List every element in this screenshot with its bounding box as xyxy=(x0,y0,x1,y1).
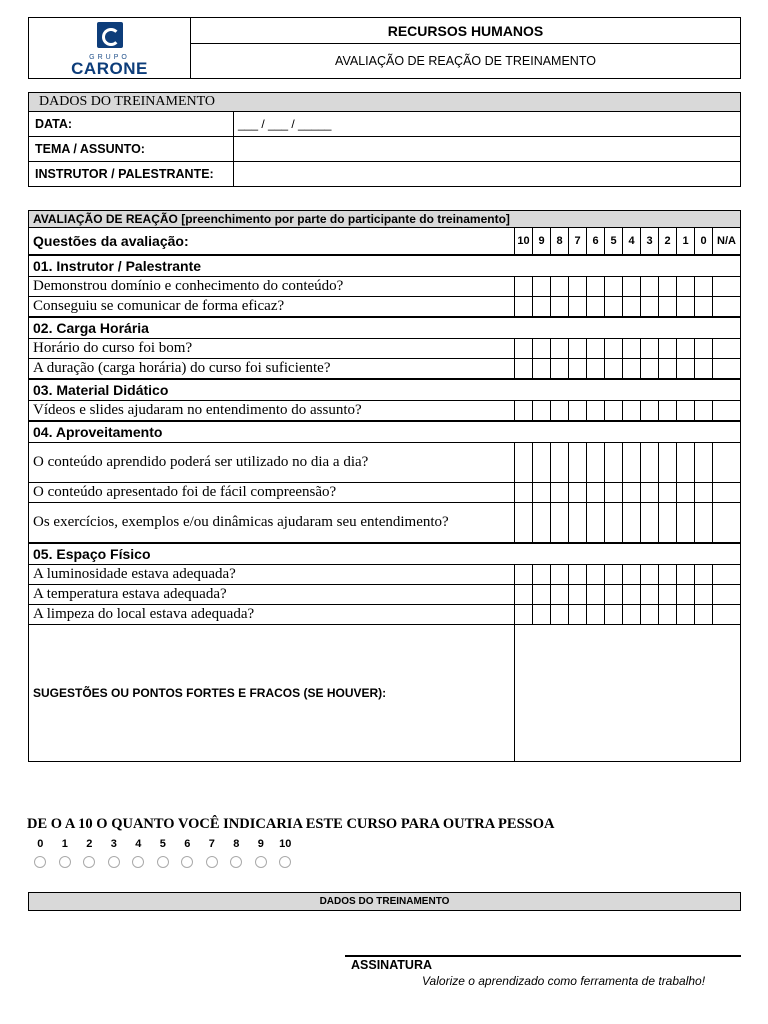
score-cell[interactable] xyxy=(587,585,605,605)
score-cell[interactable] xyxy=(677,359,695,380)
question-text: O conteúdo apresentado foi de fácil compreensão? xyxy=(29,483,515,503)
training-data-table xyxy=(28,92,741,187)
evaluation-banner: AVALIAÇÃO DE REAÇÃO [preenchimento por parte do participante do treinamento] xyxy=(29,211,741,228)
score-cell[interactable] xyxy=(623,297,641,318)
score-header: 2 xyxy=(659,228,677,256)
score-cell[interactable] xyxy=(677,605,695,625)
score-cell[interactable] xyxy=(569,443,587,483)
score-header: 5 xyxy=(605,228,623,256)
score-cell[interactable] xyxy=(641,503,659,544)
score-cell[interactable] xyxy=(605,483,623,503)
score-cell[interactable] xyxy=(677,277,695,297)
option-number: 7 xyxy=(208,838,215,850)
score-cell[interactable] xyxy=(551,565,569,585)
score-cell[interactable] xyxy=(605,585,623,605)
score-cell[interactable] xyxy=(677,443,695,483)
option-number: 8 xyxy=(233,838,240,850)
score-cell[interactable] xyxy=(587,359,605,380)
score-cell[interactable] xyxy=(551,401,569,422)
questions-label: Questões da avaliação: xyxy=(29,228,515,256)
option-number: 5 xyxy=(159,838,166,850)
question-row xyxy=(29,483,741,503)
question-text: O conteúdo aprendido poderá ser utilizado no dia a dia? xyxy=(29,443,515,483)
question-row xyxy=(29,359,741,380)
score-cell[interactable] xyxy=(641,297,659,318)
score-cell[interactable] xyxy=(533,443,551,483)
option-number: 9 xyxy=(257,838,264,850)
question-text: A duração (carga horária) do curso foi suficiente? xyxy=(29,359,515,380)
score-cell[interactable] xyxy=(713,339,741,359)
date-label: DATA: xyxy=(29,112,234,137)
score-cell[interactable] xyxy=(569,339,587,359)
recommendation-option[interactable] xyxy=(151,837,176,868)
score-cell[interactable] xyxy=(623,339,641,359)
company-logo xyxy=(29,18,191,79)
question-text: A limpeza do local estava adequada? xyxy=(29,605,515,625)
score-cell[interactable] xyxy=(533,503,551,544)
score-cell[interactable] xyxy=(515,359,533,380)
question-row xyxy=(29,585,741,605)
score-cell[interactable] xyxy=(587,339,605,359)
score-header: N/A xyxy=(713,228,741,256)
suggestions-field[interactable] xyxy=(515,625,741,762)
question-text: Conseguiu se comunicar de forma eficaz? xyxy=(29,297,515,318)
score-cell[interactable] xyxy=(533,401,551,422)
score-cell[interactable] xyxy=(515,565,533,585)
section-row xyxy=(29,255,741,277)
score-cell[interactable] xyxy=(677,297,695,318)
score-cell[interactable] xyxy=(659,359,677,380)
score-cell[interactable] xyxy=(713,277,741,297)
score-cell[interactable] xyxy=(551,503,569,544)
score-cell[interactable] xyxy=(641,443,659,483)
score-cell[interactable] xyxy=(533,565,551,585)
score-cell[interactable] xyxy=(605,359,623,380)
option-number: 6 xyxy=(184,838,191,850)
score-cell[interactable] xyxy=(641,565,659,585)
instructor-label: INSTRUTOR / PALESTRANTE: xyxy=(29,162,234,187)
score-cell[interactable] xyxy=(623,443,641,483)
score-cell[interactable] xyxy=(515,339,533,359)
score-cell[interactable] xyxy=(605,565,623,585)
score-cell[interactable] xyxy=(713,605,741,625)
score-cell[interactable] xyxy=(713,359,741,380)
score-cell[interactable] xyxy=(695,401,713,422)
score-cell[interactable] xyxy=(641,339,659,359)
score-cell[interactable] xyxy=(659,339,677,359)
score-cell[interactable] xyxy=(659,297,677,318)
evaluation-table xyxy=(28,210,741,762)
score-cell[interactable] xyxy=(515,277,533,297)
score-cell[interactable] xyxy=(659,585,677,605)
score-cell[interactable] xyxy=(605,339,623,359)
recommendation-option[interactable] xyxy=(126,837,151,868)
score-cell[interactable] xyxy=(659,443,677,483)
score-cell[interactable] xyxy=(659,401,677,422)
score-cell[interactable] xyxy=(605,401,623,422)
radio-circle-icon[interactable] xyxy=(206,856,218,868)
radio-circle-icon[interactable] xyxy=(157,856,169,868)
score-cell[interactable] xyxy=(533,339,551,359)
section-title: 05. Espaço Físico xyxy=(29,543,741,565)
question-text: Demonstrou domínio e conhecimento do conteúdo? xyxy=(29,277,515,297)
score-cell[interactable] xyxy=(515,585,533,605)
score-cell[interactable] xyxy=(533,359,551,380)
score-cell[interactable] xyxy=(551,483,569,503)
score-cell[interactable] xyxy=(713,565,741,585)
score-cell[interactable] xyxy=(659,483,677,503)
signature-line xyxy=(345,955,741,957)
score-cell[interactable] xyxy=(713,503,741,544)
score-cell[interactable] xyxy=(623,605,641,625)
score-cell[interactable] xyxy=(641,277,659,297)
score-cell[interactable] xyxy=(587,483,605,503)
radio-circle-icon[interactable] xyxy=(255,856,267,868)
signature-label: ASSINATURA xyxy=(351,958,433,972)
instructor-field[interactable] xyxy=(234,162,741,187)
score-cell[interactable] xyxy=(569,359,587,380)
form-header xyxy=(28,17,741,79)
score-cell[interactable] xyxy=(533,297,551,318)
score-cell[interactable] xyxy=(605,297,623,318)
score-cell[interactable] xyxy=(677,585,695,605)
question-text: Horário do curso foi bom? xyxy=(29,339,515,359)
score-cell[interactable] xyxy=(551,277,569,297)
score-header: 9 xyxy=(533,228,551,256)
question-row xyxy=(29,565,741,585)
score-cell[interactable] xyxy=(569,277,587,297)
recommendation-option[interactable] xyxy=(28,837,53,868)
recommendation-option[interactable] xyxy=(102,837,127,868)
score-cell[interactable] xyxy=(623,565,641,585)
option-number: 3 xyxy=(110,838,117,850)
score-cell[interactable] xyxy=(587,605,605,625)
score-header: 8 xyxy=(551,228,569,256)
radio-circle-icon[interactable] xyxy=(230,856,242,868)
suggestions-row xyxy=(29,625,741,762)
option-number: 4 xyxy=(135,838,142,850)
score-cell[interactable] xyxy=(605,277,623,297)
score-cell[interactable] xyxy=(569,483,587,503)
radio-circle-icon[interactable] xyxy=(34,856,46,868)
score-cell[interactable] xyxy=(695,443,713,483)
score-cell[interactable] xyxy=(623,503,641,544)
score-cell[interactable] xyxy=(569,401,587,422)
score-cell[interactable] xyxy=(587,401,605,422)
score-cell[interactable] xyxy=(695,503,713,544)
score-cell[interactable] xyxy=(569,297,587,318)
score-cell[interactable] xyxy=(713,585,741,605)
question-text: Os exercícios, exemplos e/ou dinâmicas ajudaram seu entendimento? xyxy=(29,503,515,544)
question-text: A temperatura estava adequada? xyxy=(29,585,515,605)
score-cell[interactable] xyxy=(569,565,587,585)
section-row xyxy=(29,543,741,565)
recommendation-option[interactable] xyxy=(224,837,249,868)
option-number: 10 xyxy=(279,838,292,850)
score-cell[interactable] xyxy=(623,483,641,503)
score-header: 4 xyxy=(623,228,641,256)
radio-circle-icon[interactable] xyxy=(279,856,291,868)
score-cell[interactable] xyxy=(677,339,695,359)
score-cell[interactable] xyxy=(569,503,587,544)
score-cell[interactable] xyxy=(515,443,533,483)
recommendation-option[interactable] xyxy=(53,837,78,868)
score-header: 1 xyxy=(677,228,695,256)
recommendation-option[interactable] xyxy=(273,837,298,868)
score-cell[interactable] xyxy=(641,359,659,380)
recommendation-option[interactable] xyxy=(175,837,200,868)
question-row xyxy=(29,503,741,544)
radio-circle-icon[interactable] xyxy=(181,856,193,868)
score-cell[interactable] xyxy=(695,605,713,625)
score-cell[interactable] xyxy=(713,297,741,318)
logo-grupo-text: GRUPO xyxy=(89,54,130,61)
score-cell[interactable] xyxy=(641,605,659,625)
score-cell[interactable] xyxy=(713,401,741,422)
score-cell[interactable] xyxy=(695,585,713,605)
recommendation-option[interactable] xyxy=(249,837,274,868)
score-cell[interactable] xyxy=(695,483,713,503)
radio-circle-icon[interactable] xyxy=(108,856,120,868)
score-header: 7 xyxy=(569,228,587,256)
score-cell[interactable] xyxy=(587,277,605,297)
score-cell[interactable] xyxy=(587,503,605,544)
recommendation-option[interactable] xyxy=(200,837,225,868)
score-cell[interactable] xyxy=(659,277,677,297)
question-row xyxy=(29,443,741,483)
score-cell[interactable] xyxy=(515,483,533,503)
score-cell[interactable] xyxy=(695,277,713,297)
option-number: 0 xyxy=(37,838,44,850)
question-text: A luminosidade estava adequada? xyxy=(29,565,515,585)
question-row xyxy=(29,605,741,625)
score-cell[interactable] xyxy=(551,359,569,380)
training-data-heading: DADOS DO TREINAMENTO xyxy=(29,93,741,112)
logo-icon xyxy=(97,22,123,48)
score-cell[interactable] xyxy=(569,585,587,605)
score-cell[interactable] xyxy=(713,443,741,483)
radio-circle-icon[interactable] xyxy=(59,856,71,868)
score-cell[interactable] xyxy=(533,277,551,297)
score-header: 6 xyxy=(587,228,605,256)
date-field[interactable]: ___ / ___ / _____ xyxy=(234,112,741,137)
score-cell[interactable] xyxy=(587,443,605,483)
question-row xyxy=(29,297,741,318)
radio-circle-icon[interactable] xyxy=(83,856,95,868)
score-cell[interactable] xyxy=(659,605,677,625)
recommendation-option[interactable] xyxy=(77,837,102,868)
score-cell[interactable] xyxy=(587,297,605,318)
option-number: 1 xyxy=(61,838,68,850)
score-cell[interactable] xyxy=(515,401,533,422)
topic-label: TEMA / ASSUNTO: xyxy=(29,137,234,162)
topic-field[interactable] xyxy=(234,137,741,162)
score-cell[interactable] xyxy=(677,401,695,422)
score-cell[interactable] xyxy=(515,503,533,544)
score-cell[interactable] xyxy=(623,359,641,380)
recommendation-scale xyxy=(28,837,298,868)
score-cell[interactable] xyxy=(551,443,569,483)
score-cell[interactable] xyxy=(623,277,641,297)
score-cell[interactable] xyxy=(677,503,695,544)
question-row xyxy=(29,277,741,297)
score-cell[interactable] xyxy=(659,503,677,544)
score-cell[interactable] xyxy=(641,401,659,422)
footer-bar: DADOS DO TREINAMENTO xyxy=(28,892,741,911)
score-cell[interactable] xyxy=(551,605,569,625)
score-cell[interactable] xyxy=(515,297,533,318)
score-cell[interactable] xyxy=(677,565,695,585)
score-cell[interactable] xyxy=(641,483,659,503)
score-cell[interactable] xyxy=(641,585,659,605)
score-cell[interactable] xyxy=(551,339,569,359)
department-title: RECURSOS HUMANOS xyxy=(191,18,741,44)
score-cell[interactable] xyxy=(605,605,623,625)
score-cell[interactable] xyxy=(551,585,569,605)
score-cell[interactable] xyxy=(605,503,623,544)
score-header: 0 xyxy=(695,228,713,256)
question-row xyxy=(29,339,741,359)
section-title: 03. Material Didático xyxy=(29,379,741,401)
section-row xyxy=(29,421,741,443)
score-cell[interactable] xyxy=(515,605,533,625)
score-header: 3 xyxy=(641,228,659,256)
section-row xyxy=(29,379,741,401)
score-cell[interactable] xyxy=(695,359,713,380)
section-title: 02. Carga Horária xyxy=(29,317,741,339)
score-cell[interactable] xyxy=(533,605,551,625)
score-cell[interactable] xyxy=(695,297,713,318)
suggestions-label: SUGESTÕES OU PONTOS FORTES E FRACOS (SE HOUVER): xyxy=(29,625,515,762)
score-cell[interactable] xyxy=(569,605,587,625)
score-cell[interactable] xyxy=(695,565,713,585)
score-header: 10 xyxy=(515,228,533,256)
section-title: 01. Instrutor / Palestrante xyxy=(29,255,741,277)
option-number: 2 xyxy=(86,838,93,850)
section-title: 04. Aproveitamento xyxy=(29,421,741,443)
section-row xyxy=(29,317,741,339)
score-cell[interactable] xyxy=(533,483,551,503)
score-cell[interactable] xyxy=(533,585,551,605)
score-cell[interactable] xyxy=(623,585,641,605)
score-cell[interactable] xyxy=(587,565,605,585)
score-cell[interactable] xyxy=(551,297,569,318)
score-cell[interactable] xyxy=(659,565,677,585)
logo-name-text: CARONE xyxy=(71,59,148,78)
score-cell[interactable] xyxy=(713,483,741,503)
form-title: AVALIAÇÃO DE REAÇÃO DE TREINAMENTO xyxy=(191,44,741,79)
score-cell[interactable] xyxy=(695,339,713,359)
recommendation-question: DE O A 10 O QUANTO VOCÊ INDICARIA ESTE CURSO PARA OUTRA PESSOA xyxy=(27,816,555,832)
question-row xyxy=(29,401,741,422)
score-cell[interactable] xyxy=(623,401,641,422)
score-cell[interactable] xyxy=(677,483,695,503)
footer-motto: Valorize o aprendizado como ferramenta de trabalho! xyxy=(422,974,706,988)
radio-circle-icon[interactable] xyxy=(132,856,144,868)
question-text: Vídeos e slides ajudaram no entendimento do assunto? xyxy=(29,401,515,422)
score-cell[interactable] xyxy=(605,443,623,483)
